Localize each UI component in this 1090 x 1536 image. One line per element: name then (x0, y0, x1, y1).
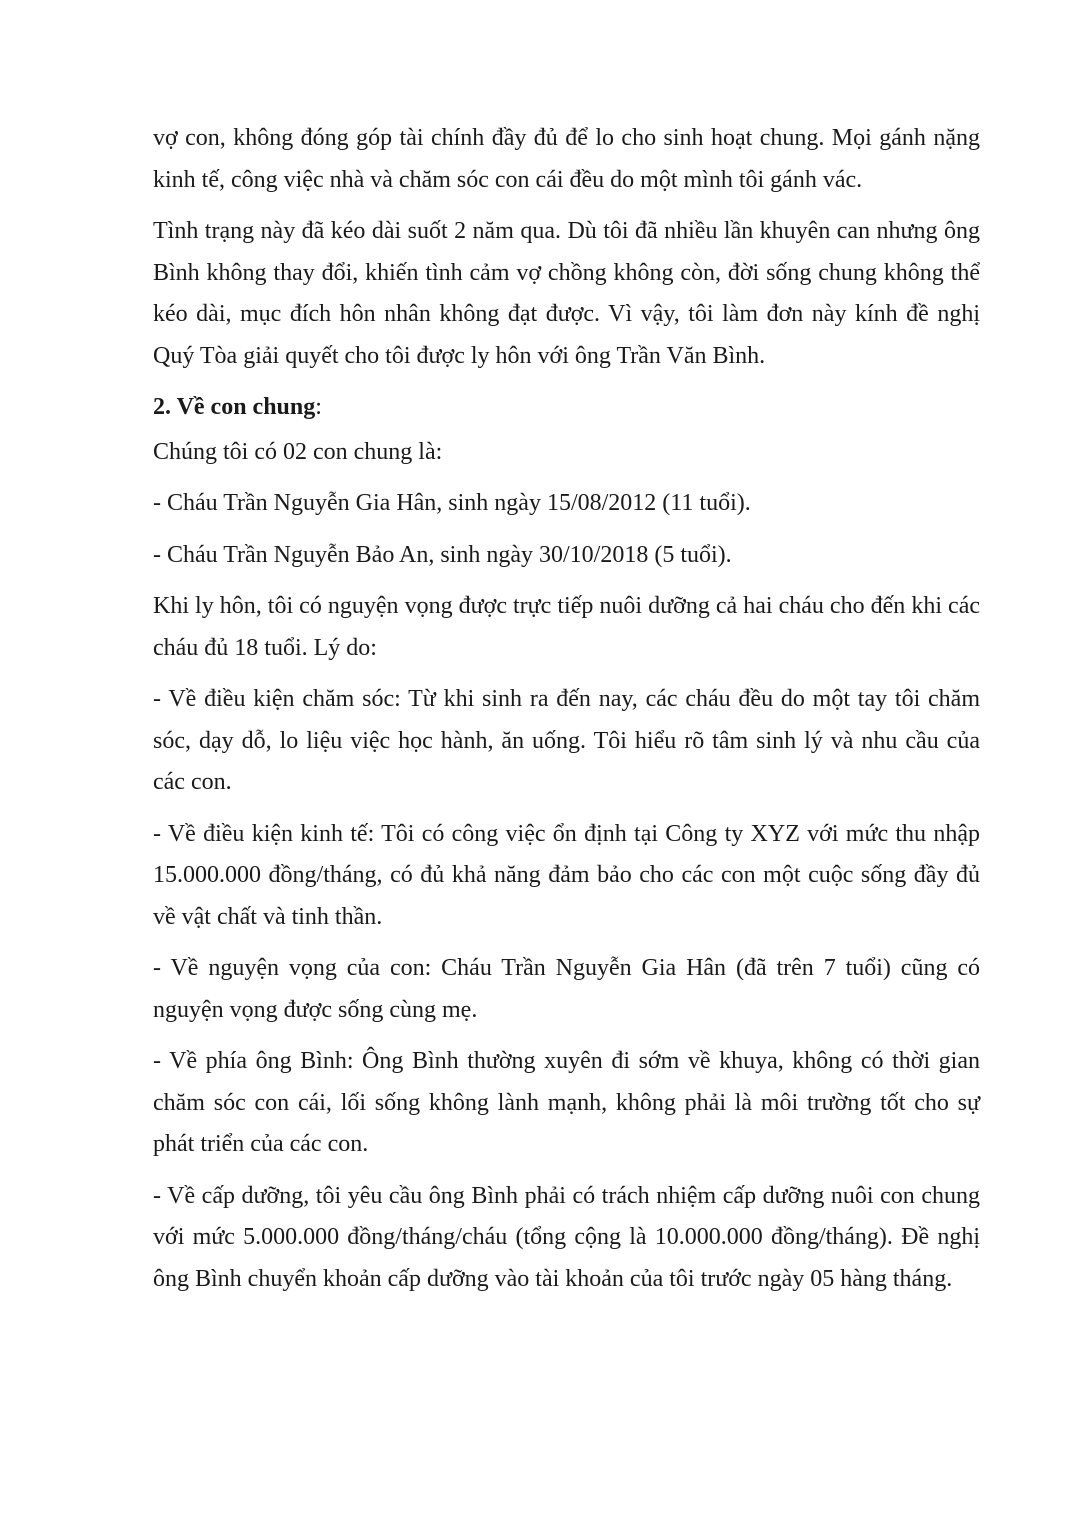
document-page (153, 118, 980, 1310)
section-heading-text: 2. Về con chung (153, 394, 316, 420)
paragraph-children-intro: Chúng tôi có 02 con chung là: (153, 438, 443, 465)
paragraph-custody-wish: Khi ly hôn, tôi có nguyện vọng được trực tiếp nuôi dưỡng cả hai cháu cho đến khi các cháu đủ 18 tuổi. Lý do: (153, 593, 980, 661)
list-item-reason-child-wish: - Về nguyện vọng của con: Cháu Trần Nguyễn Gia Hân (đã trên 7 tuổi) cũng có nguyện vọng được sống cùng mẹ. (153, 955, 980, 1023)
list-item-reason-economy: - Về điều kiện kinh tế: Tôi có công việc ổn định tại Công ty XYZ với mức thu nhập 15.000.000 đồng/tháng, có đủ khả năng đảm bảo cho các con một cuộc sống đầy đủ về vật chất và tinh thần. (153, 820, 980, 930)
section-heading-colon: : (315, 394, 322, 420)
section-heading-children (153, 387, 980, 429)
list-item-child-support: - Về cấp dưỡng, tôi yêu cầu ông Bình phải có trách nhiệm cấp dưỡng nuôi con chung với mức 5.000.000 đồng/tháng/cháu (tổng cộng là 10.000.000 đồng/tháng). Đề nghị ông Bình chuyển khoản cấp dưỡng vào tài khoản của tôi trước ngày 05 hàng tháng. (153, 1182, 980, 1292)
paragraph-divorce-request: Tình trạng này đã kéo dài suốt 2 năm qua. Dù tôi đã nhiều lần khuyên can nhưng ông Bình không thay đổi, khiến tình cảm vợ chồng không còn, đời sống chung không thể kéo dài, mục đích hôn nhân không đạt được. Vì vậy, tôi làm đơn này kính đề nghị Quý Tòa giải quyết cho tôi được ly hôn với ông Trần Văn Bình. (153, 218, 980, 369)
list-item-reason-father: - Về phía ông Bình: Ông Bình thường xuyên đi sớm về khuya, không có thời gian chăm sóc con cái, lối sống không lành mạnh, không phải là môi trường tốt cho sự phát triển của các con. (153, 1048, 980, 1157)
list-item-reason-care: - Về điều kiện chăm sóc: Từ khi sinh ra đến nay, các cháu đều do một tay tôi chăm sóc, dạy dỗ, lo liệu việc học hành, ăn uống. Tôi hiểu rõ tâm sinh lý và nhu cầu của các con. (153, 686, 980, 795)
list-item-child-2: - Cháu Trần Nguyễn Bảo An, sinh ngày 30/10/2018 (5 tuổi). (153, 541, 732, 568)
paragraph-household-burden: vợ con, không đóng góp tài chính đầy đủ để lo cho sinh hoạt chung. Mọi gánh nặng kinh tế, công việc nhà và chăm sóc con cái đều do một mình tôi gánh vác. (153, 125, 980, 193)
list-item-child-1: - Cháu Trần Nguyễn Gia Hân, sinh ngày 15/08/2012 (11 tuổi). (153, 490, 751, 516)
